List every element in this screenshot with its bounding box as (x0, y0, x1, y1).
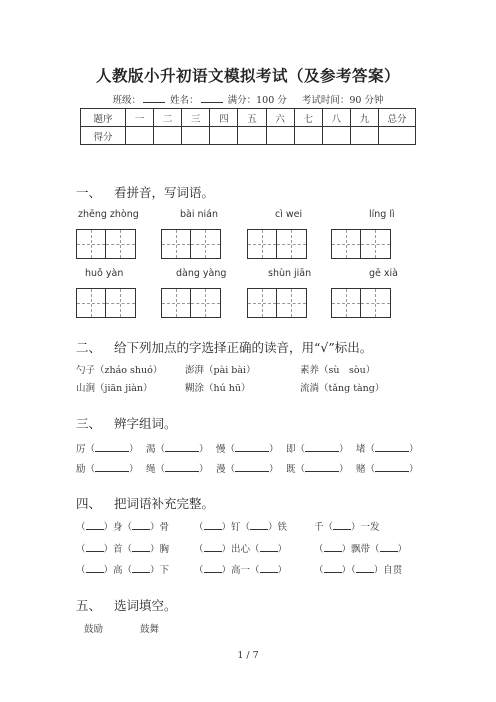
score-cell[interactable] (322, 127, 350, 145)
idiom-item (194, 562, 287, 576)
writing-box[interactable] (76, 288, 136, 318)
word-char: 慢 (216, 444, 226, 455)
section-1-heading (76, 183, 214, 201)
writing-cell[interactable] (248, 289, 277, 317)
word-pair-item: 既（ ） (286, 464, 349, 475)
name-blank[interactable] (201, 94, 223, 103)
score-header-cell: 九 (350, 109, 378, 127)
answer-blank[interactable] (333, 520, 351, 530)
score-cell[interactable] (210, 127, 238, 145)
idiom-text: （ (76, 522, 86, 533)
answer-blank[interactable] (132, 542, 150, 552)
score-cell[interactable] (266, 127, 294, 145)
idiom-text: （ (194, 544, 204, 555)
idiom-text: 千（ (314, 522, 334, 533)
idiom-text: ）下 (150, 565, 170, 576)
idiom-text: ）铁 (268, 522, 288, 533)
section-5-number: 五、 (76, 598, 102, 613)
writing-cell[interactable] (277, 230, 306, 258)
score-cell[interactable] (379, 127, 416, 145)
idiom-text: ）飘带（ (341, 544, 380, 555)
writing-cell[interactable] (191, 230, 220, 258)
class-label: 班级： (112, 95, 142, 106)
word-pair-item: 漫（ ） (216, 464, 279, 475)
answer-blank[interactable] (260, 542, 278, 552)
idiom-item (314, 519, 380, 533)
score-table-score-row (81, 127, 416, 145)
answer-blank[interactable] (165, 442, 199, 452)
writing-cell[interactable] (332, 289, 361, 317)
idiom-text: ）钉（ (221, 522, 251, 533)
writing-cell[interactable] (332, 230, 361, 258)
page-number: 1 / 7 (237, 650, 259, 661)
word-pair-item: 即（ ） (286, 444, 349, 455)
idiom-item (76, 519, 169, 533)
score-cell[interactable] (238, 127, 266, 145)
word-pair-item: 绳（ ） (146, 464, 209, 475)
word-char: 绳 (146, 464, 156, 475)
answer-blank[interactable] (235, 462, 269, 472)
idiom-text: ）一发 (351, 522, 380, 533)
answer-blank[interactable] (324, 542, 342, 552)
answer-blank[interactable] (235, 442, 269, 452)
answer-blank[interactable] (375, 442, 409, 452)
pinyin-label: huǒ yàn (85, 268, 124, 279)
pinyin-label: bài nián (180, 209, 219, 220)
idiom-text: ）（ (341, 565, 356, 576)
section-3-number: 三、 (76, 416, 102, 431)
answer-blank[interactable] (250, 520, 268, 530)
word-option: 鼓励 (84, 624, 104, 635)
score-header-cell: 一 (126, 109, 154, 127)
score-cell[interactable] (350, 127, 378, 145)
answer-blank[interactable] (204, 542, 222, 552)
score-cell[interactable] (182, 127, 210, 145)
reading-item: 勺子（zháo shuó） (76, 365, 163, 376)
idiom-text: ） (397, 544, 408, 555)
word-char: 渴 (146, 444, 156, 455)
section-4-heading (76, 494, 214, 512)
answer-blank[interactable] (95, 442, 129, 452)
pinyin-label: gē xià (369, 268, 398, 279)
score-label: 满分：100 分 (227, 95, 287, 106)
section-2-number: 二、 (76, 340, 102, 355)
word-pair-item: 厉（ ） (76, 444, 139, 455)
answer-blank[interactable] (204, 520, 222, 530)
writing-cell[interactable] (77, 289, 106, 317)
pinyin-label: dàng yàng (176, 268, 227, 279)
writing-cell[interactable] (361, 230, 390, 258)
idiom-item (76, 562, 169, 576)
answer-blank[interactable] (305, 462, 339, 472)
word-char: 厉 (76, 444, 86, 455)
writing-cell[interactable] (191, 289, 220, 317)
section-4-number: 四、 (76, 496, 102, 511)
answer-blank[interactable] (204, 563, 222, 573)
exam-info (0, 92, 496, 106)
idiom-text: ）高（ (103, 565, 133, 576)
time-label: 考试时间：90 分钟 (301, 95, 384, 106)
answer-blank[interactable] (132, 563, 150, 573)
writing-cell[interactable] (248, 230, 277, 258)
writing-cell[interactable] (162, 289, 191, 317)
pinyin-label: zhēng zhòng (78, 209, 139, 220)
idiom-item (76, 541, 169, 555)
reading-item: 糊涂（hú hū） (185, 383, 251, 394)
score-header-cell: 七 (294, 109, 322, 127)
pinyin-label: cì wei (275, 209, 303, 220)
word-pair-item: 励（ ） (76, 464, 139, 475)
writing-cell[interactable] (162, 230, 191, 258)
score-header-cell: 二 (154, 109, 182, 127)
answer-blank[interactable] (356, 563, 374, 573)
idiom-text: ）自贯 (373, 565, 403, 576)
idiom-text: ）高一（ (221, 565, 260, 576)
word-pair-item: 渴（ ） (146, 444, 209, 455)
idiom-text: （ (194, 565, 204, 576)
idiom-item (194, 519, 287, 533)
section-1-title: 看拼音，写词语。 (114, 185, 215, 200)
answer-blank[interactable] (86, 563, 104, 573)
writing-box[interactable] (161, 229, 221, 259)
word-char: 即 (286, 444, 296, 455)
writing-cell[interactable] (361, 289, 390, 317)
score-row-label: 得分 (81, 127, 126, 145)
page-title: 人教版小升初语文模拟考试（及参考答案） (95, 66, 400, 85)
reading-item: 山涧（jiān jiàn） (76, 383, 153, 394)
score-header-cell: 四 (210, 109, 238, 127)
idiom-text: （ (194, 522, 204, 533)
name-label: 姓名： (170, 95, 199, 106)
word-char: 既 (286, 464, 296, 475)
word-pair-item: 堵（ ） (356, 444, 419, 455)
section-3-title: 辨字组词。 (114, 416, 177, 431)
word-char: 赌 (356, 464, 366, 475)
answer-blank[interactable] (95, 462, 129, 472)
score-table (80, 108, 416, 145)
idiom-item (194, 541, 287, 555)
score-header-cell: 总分 (379, 109, 416, 127)
idiom-text: （ (76, 544, 86, 555)
section-2-title: 给下列加点的字选择正确的读音，用“√”标出。 (114, 340, 373, 355)
score-cell[interactable] (126, 127, 154, 145)
writing-cell[interactable] (77, 230, 106, 258)
writing-box[interactable] (161, 288, 221, 318)
writing-cell[interactable] (277, 289, 306, 317)
idiom-text: ） (277, 544, 288, 555)
score-header-cell: 三 (182, 109, 210, 127)
pinyin-label: shùn jiān (268, 268, 312, 279)
word-option: 鼓舞 (140, 624, 160, 635)
score-header-cell: 题序 (81, 109, 126, 127)
answer-blank[interactable] (375, 462, 409, 472)
idiom-text: ）骨 (150, 522, 170, 533)
idiom-text: （ (314, 565, 324, 576)
writing-box[interactable] (247, 288, 307, 318)
section-5-title: 选词填空。 (114, 598, 177, 613)
answer-blank[interactable] (86, 542, 104, 552)
score-cell[interactable] (154, 127, 182, 145)
idiom-text: ）胸 (150, 544, 170, 555)
section-5-heading (76, 596, 177, 614)
writing-box[interactable] (331, 288, 391, 318)
writing-cell[interactable] (106, 230, 135, 258)
section-3-heading (76, 414, 177, 432)
writing-box[interactable] (331, 229, 391, 259)
writing-box[interactable] (247, 229, 307, 259)
word-pair-item: 赌（ ） (356, 464, 419, 475)
section-2-heading (76, 338, 372, 356)
idiom-text: ）出心（ (221, 544, 260, 555)
class-blank[interactable] (143, 94, 165, 103)
answer-blank[interactable] (305, 442, 339, 452)
score-header-cell: 八 (322, 109, 350, 127)
idiom-text: ） (277, 565, 288, 576)
word-char: 励 (76, 464, 86, 475)
word-char: 堵 (356, 444, 366, 455)
idiom-text: ）身（ (103, 522, 133, 533)
score-table-header-row (81, 109, 416, 127)
reading-item: 澎湃（pài bài） (185, 365, 256, 376)
reading-item: 素养（sù sòu） (300, 365, 376, 376)
score-cell[interactable] (294, 127, 322, 145)
pinyin-label: líng lì (369, 209, 395, 220)
writing-cell[interactable] (106, 289, 135, 317)
writing-box[interactable] (76, 229, 136, 259)
score-header-cell: 六 (266, 109, 294, 127)
idiom-text: ）首（ (103, 544, 133, 555)
idiom-item (314, 562, 402, 576)
word-char: 漫 (216, 464, 226, 475)
score-header-cell: 五 (238, 109, 266, 127)
answer-blank[interactable] (165, 462, 199, 472)
idiom-text: （ (76, 565, 86, 576)
answer-blank[interactable] (380, 542, 398, 552)
section-4-title: 把词语补充完整。 (114, 496, 215, 511)
section-1-number: 一、 (76, 185, 102, 200)
answer-blank[interactable] (260, 563, 278, 573)
reading-item: 流淌（tǎng tàng） (300, 383, 385, 394)
answer-blank[interactable] (86, 520, 104, 530)
word-pair-item: 慢（ ） (216, 444, 279, 455)
idiom-text: （ (314, 544, 324, 555)
answer-blank[interactable] (324, 563, 342, 573)
idiom-item (314, 541, 407, 555)
answer-blank[interactable] (132, 520, 150, 530)
